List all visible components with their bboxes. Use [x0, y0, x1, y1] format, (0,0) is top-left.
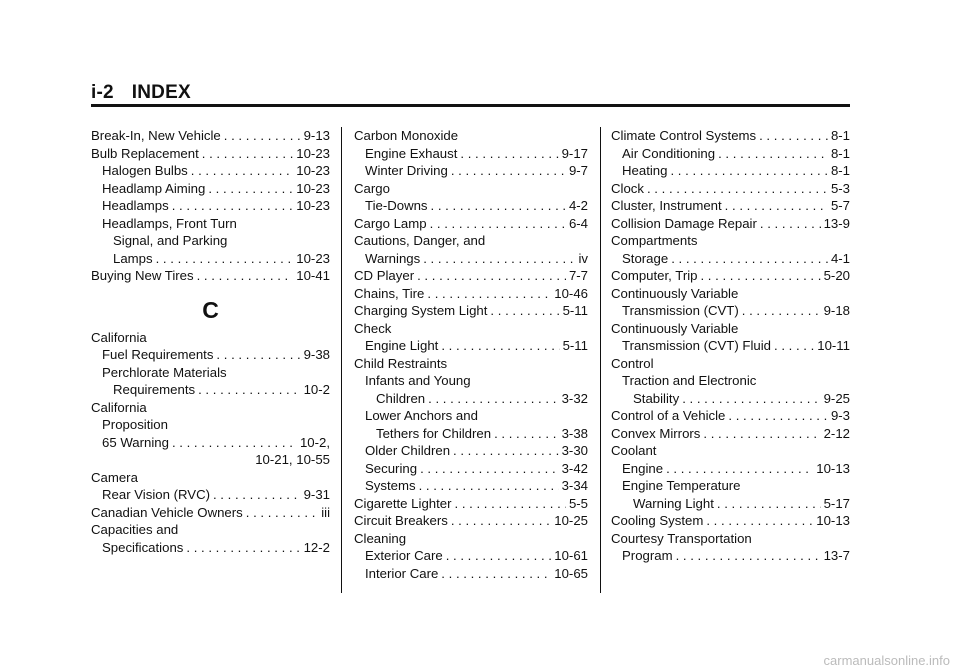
index-entry-label: CD Player — [354, 268, 415, 283]
index-entry — [611, 180, 850, 198]
index-entry — [91, 434, 330, 452]
index-heading: California — [91, 399, 147, 415]
index-heading: Continuously Variable — [611, 320, 739, 336]
index-entry-label: Circuit Breakers — [354, 513, 448, 528]
index-column-2 — [354, 127, 588, 582]
index-page-ref: 5-20 — [823, 268, 850, 283]
dot-leader — [451, 512, 551, 530]
index-entry — [354, 425, 588, 443]
index-page-ref: 10-13 — [816, 460, 850, 476]
index-page-ref: 10-2 — [303, 382, 330, 397]
index-entry — [91, 145, 330, 163]
dot-leader — [671, 250, 828, 268]
index-entry — [91, 250, 330, 268]
column-divider — [341, 127, 342, 593]
index-page-ref: 10-2, — [299, 434, 330, 450]
index-page-ref: 4-2 — [568, 198, 588, 213]
index-heading: Child Restraints — [354, 355, 448, 371]
index-entry-label: Cigarette Lighter — [354, 495, 452, 511]
index-entry-label: Clock — [611, 180, 644, 196]
index-heading: Compartments — [611, 233, 698, 248]
index-page-ref: 10-23 — [296, 250, 330, 266]
dot-leader — [246, 504, 318, 522]
index-page-ref: 3-38 — [561, 425, 588, 441]
index-heading: Cargo — [354, 180, 390, 196]
index-entry — [91, 381, 330, 399]
index-page-ref: 8-1 — [830, 128, 850, 143]
index-page-ref: 10-65 — [554, 565, 588, 581]
dot-leader — [494, 425, 559, 443]
index-page-ref: 5-5 — [568, 495, 588, 511]
index-column-3 — [611, 127, 850, 565]
index-entry-label: Program — [622, 548, 673, 563]
index-entry — [611, 460, 850, 478]
index-entry-label: Lamps — [113, 250, 153, 266]
index-entry — [91, 267, 330, 285]
index-entry-label: Bulb Replacement — [91, 145, 199, 161]
index-entry-label: Buying New Tires — [91, 268, 194, 283]
dot-leader — [417, 267, 566, 285]
index-page-ref: 3-32 — [561, 390, 588, 406]
index-heading: California — [91, 329, 147, 345]
index-entry — [91, 504, 330, 522]
dot-leader — [759, 127, 828, 145]
index-page-ref: 5-17 — [823, 495, 850, 511]
index-entry-label: Climate Control Systems — [611, 128, 757, 143]
index-page-ref: 4-1 — [830, 250, 850, 266]
index-entry — [354, 197, 588, 215]
index-entry-label: Securing — [365, 460, 418, 476]
dot-leader — [706, 512, 813, 530]
index-entry — [354, 565, 588, 583]
dot-leader — [431, 197, 566, 215]
index-heading: Check — [354, 320, 392, 336]
index-page-ref: 9-17 — [561, 145, 588, 161]
index-page-ref: 9-3 — [830, 408, 850, 423]
index-entry — [91, 197, 330, 215]
dot-leader — [420, 460, 559, 478]
index-entry — [354, 215, 588, 233]
index-entry — [354, 477, 588, 495]
index-page-ref: 10-61 — [554, 548, 588, 563]
index-entry-label: Systems — [365, 478, 416, 493]
index-page-ref: 13-7 — [823, 548, 850, 563]
index-page-ref: 10-23 — [296, 145, 330, 161]
index-page-ref: 10-23 — [296, 198, 330, 213]
index-entry — [611, 512, 850, 530]
index-entry — [354, 460, 588, 478]
dot-leader — [423, 250, 575, 268]
dot-leader — [455, 495, 566, 513]
index-page-ref: 8-1 — [830, 145, 850, 161]
index-entry-label: Transmission (CVT) — [622, 303, 739, 318]
index-page-ref: 10-13 — [816, 513, 850, 528]
dot-leader — [430, 215, 566, 233]
index-heading: Traction and Electronic — [622, 373, 757, 388]
dot-leader — [441, 337, 559, 355]
dot-leader — [427, 285, 551, 303]
dot-leader — [725, 197, 828, 215]
index-page-ref: 2-12 — [823, 425, 850, 441]
index-heading: Proposition — [102, 417, 168, 432]
index-entry-label: Warnings — [365, 250, 421, 266]
dot-leader — [208, 180, 293, 198]
index-heading: Coolant — [611, 443, 657, 458]
index-entry-label: Canadian Vehicle Owners — [91, 504, 243, 520]
index-page-ref: 5-3 — [830, 180, 850, 196]
index-page-ref: 10-23 — [296, 163, 330, 178]
index-entry-label: Control of a Vehicle — [611, 408, 726, 423]
index-page-ref: 3-34 — [561, 478, 588, 493]
index-entry-label: Older Children — [365, 443, 451, 458]
index-page-ref: 9-13 — [303, 128, 330, 143]
index-entry — [91, 539, 330, 557]
index-entry-label: Convex Mirrors — [611, 425, 701, 441]
index-heading: Perchlorate Materials — [102, 364, 227, 380]
index-page-ref: 5-11 — [562, 338, 588, 353]
index-column-1 — [91, 127, 330, 556]
dot-leader — [453, 442, 559, 460]
index-heading: Signal, and Parking — [113, 233, 228, 248]
index-entry — [611, 145, 850, 163]
index-entry-label: Heating — [622, 163, 668, 178]
dot-leader — [670, 162, 827, 180]
index-entry-label: Break-In, New Vehicle — [91, 128, 221, 143]
index-entry-label: Headlamp Aiming — [102, 180, 206, 196]
index-entry — [611, 337, 850, 355]
dot-leader — [441, 565, 551, 583]
watermark: carmanualsonline.info — [823, 653, 950, 668]
index-page-ref: 10-41 — [296, 268, 330, 283]
index-heading: Headlamps, Front Turn — [102, 215, 237, 231]
index-entry-label: Charging System Light — [354, 303, 488, 318]
index-entry — [611, 302, 850, 320]
index-entry-label: Exterior Care — [365, 548, 443, 563]
index-entry — [354, 145, 588, 163]
index-entry — [611, 407, 850, 425]
column-divider — [600, 127, 601, 593]
index-entry — [91, 162, 330, 180]
index-page-ref: 10-46 — [554, 285, 588, 301]
section-letter: C — [202, 296, 219, 323]
dot-leader — [717, 495, 821, 513]
index-heading: Cleaning — [354, 530, 407, 546]
index-entry-label: Collision Damage Repair — [611, 215, 757, 231]
dot-leader — [191, 162, 293, 180]
page-number: i-2 — [91, 82, 114, 103]
index-heading: Continuously Variable — [611, 285, 739, 301]
index-entry — [611, 425, 850, 443]
index-heading: Control — [611, 355, 654, 371]
dot-leader — [186, 539, 300, 557]
dot-leader — [216, 346, 300, 364]
index-entry — [354, 302, 588, 320]
index-entry-label: Stability — [633, 390, 680, 406]
index-heading: Capacities and — [91, 522, 179, 537]
index-entry-label: Cooling System — [611, 513, 704, 528]
index-heading: Carbon Monoxide — [354, 128, 459, 143]
header-rule — [91, 104, 850, 107]
index-entry-label: Interior Care — [365, 565, 439, 581]
index-entry-label: Engine Exhaust — [365, 145, 458, 161]
index-heading: Lower Anchors and — [365, 408, 478, 423]
dot-leader — [172, 197, 294, 215]
index-entry — [354, 512, 588, 530]
dot-leader — [774, 337, 814, 355]
index-entry — [91, 346, 330, 364]
dot-leader — [760, 215, 821, 233]
index-page-ref: iv — [578, 250, 588, 266]
index-heading: Infants and Young — [365, 373, 471, 388]
index-page-ref: 5-7 — [830, 198, 850, 213]
index-page-ref: 10-23 — [296, 180, 330, 196]
index-entry — [354, 495, 588, 513]
index-entry-label: Winter Driving — [365, 163, 448, 178]
dot-leader — [742, 302, 821, 320]
index-entry — [91, 180, 330, 198]
index-entry — [611, 547, 850, 565]
page-title: INDEX — [131, 82, 191, 103]
dot-leader — [428, 390, 558, 408]
index-page-ref: 9-31 — [303, 487, 330, 502]
index-page-ref: 12-2 — [303, 539, 330, 555]
dot-leader — [156, 250, 294, 268]
dot-leader — [703, 425, 820, 443]
index-page-ref: 9-38 — [303, 347, 330, 362]
dot-leader — [172, 434, 297, 452]
index-page-ref: 6-4 — [568, 215, 588, 231]
index-entry — [611, 127, 850, 145]
index-entry-label: Children — [376, 390, 426, 406]
dot-leader — [490, 302, 559, 320]
index-entry-label: Cargo Lamp — [354, 215, 427, 231]
index-entry — [611, 390, 850, 408]
index-page-ref: 9-18 — [823, 303, 850, 318]
index-heading: Engine Temperature — [622, 478, 741, 493]
dot-leader — [700, 267, 820, 285]
index-entry-label: Engine Light — [365, 338, 439, 353]
index-entry-label: Chains, Tire — [354, 285, 425, 301]
dot-leader — [224, 127, 301, 145]
dot-leader — [446, 547, 552, 565]
index-entry — [91, 127, 330, 145]
dot-leader — [682, 390, 820, 408]
index-entry-label: Warning Light — [633, 495, 714, 511]
index-page-ref: 5-11 — [562, 303, 588, 318]
index-entry — [611, 197, 850, 215]
dot-leader — [666, 460, 813, 478]
index-page-ref: 7-7 — [568, 268, 588, 283]
index-page-continuation: 10-21, 10-55 — [255, 452, 330, 467]
index-entry-label: 65 Warning — [102, 434, 169, 450]
index-entry — [354, 390, 588, 408]
dot-leader — [202, 145, 294, 163]
index-entry-label: Computer, Trip — [611, 268, 698, 283]
index-entry — [354, 250, 588, 268]
index-entry — [354, 337, 588, 355]
dot-leader — [419, 477, 559, 495]
index-heading: Camera — [91, 469, 138, 485]
index-entry-label: Halogen Bulbs — [102, 163, 188, 178]
index-page-ref: 3-42 — [561, 460, 588, 476]
index-page-ref: 13-9 — [823, 215, 850, 231]
index-entry-label: Headlamps — [102, 198, 169, 213]
index-entry-label: Air Conditioning — [622, 145, 716, 161]
index-page-ref: 3-30 — [561, 443, 588, 458]
dot-leader — [198, 381, 301, 399]
index-entry — [354, 162, 588, 180]
index-entry — [611, 495, 850, 513]
index-entry-label: Cluster, Instrument — [611, 198, 722, 213]
index-entry — [354, 285, 588, 303]
dot-leader — [676, 547, 821, 565]
dot-leader — [460, 145, 558, 163]
index-entry-label: Tethers for Children — [376, 425, 492, 441]
dot-leader — [213, 486, 301, 504]
index-entry — [354, 267, 588, 285]
index-entry-label: Rear Vision (RVC) — [102, 487, 210, 502]
index-entry — [354, 442, 588, 460]
index-entry-label: Requirements — [113, 382, 196, 397]
index-page-ref: 10-11 — [817, 338, 850, 353]
index-entry-label: Fuel Requirements — [102, 347, 214, 362]
index-entry — [611, 267, 850, 285]
index-page-ref: 10-25 — [554, 513, 588, 528]
index-entry — [91, 486, 330, 504]
index-entry-label: Storage — [622, 250, 669, 266]
index-entry — [611, 162, 850, 180]
index-entry-label: Transmission (CVT) Fluid — [622, 338, 771, 353]
dot-leader — [197, 267, 294, 285]
index-entry — [354, 547, 588, 565]
page-header — [91, 82, 191, 104]
index-entry-label: Tie-Downs — [365, 198, 428, 213]
dot-leader — [451, 162, 566, 180]
index-page-ref: iii — [321, 504, 330, 520]
index-heading: Cautions, Danger, and — [354, 233, 486, 248]
index-page-ref: 9-25 — [823, 390, 850, 406]
index-entry-label: Specifications — [102, 539, 184, 555]
dot-leader — [647, 180, 828, 198]
index-entry — [611, 250, 850, 268]
dot-leader — [728, 407, 828, 425]
index-page-ref: 9-7 — [568, 163, 588, 178]
dot-leader — [718, 145, 828, 163]
index-page-ref: 8-1 — [830, 163, 850, 178]
index-entry-label: Engine — [622, 460, 664, 476]
index-entry — [611, 215, 850, 233]
index-heading: Courtesy Transportation — [611, 530, 752, 546]
